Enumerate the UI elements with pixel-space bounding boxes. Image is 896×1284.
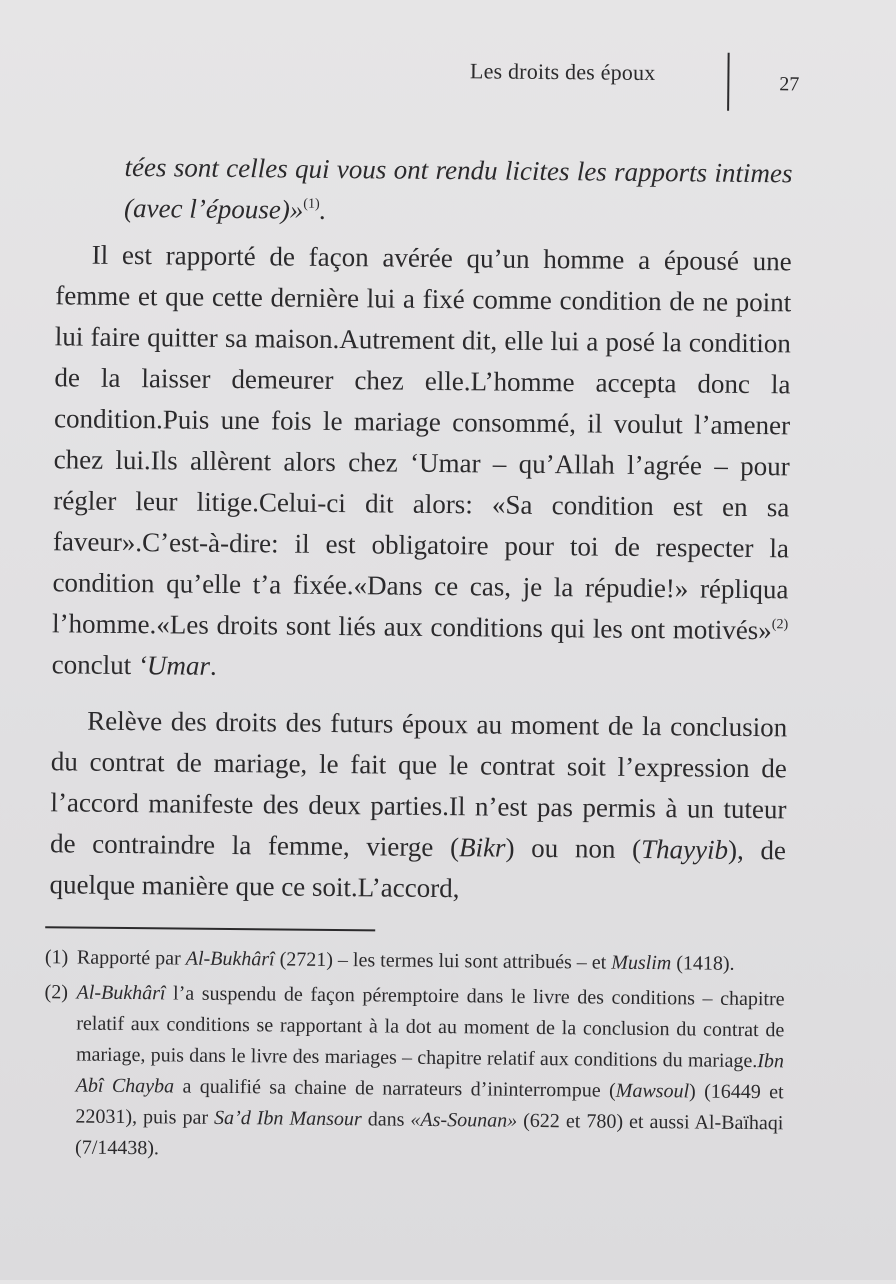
footnote-ref-1: (1) xyxy=(303,196,320,212)
footnote-2 xyxy=(43,977,785,1170)
page-header xyxy=(445,50,846,114)
paragraph-2-text-b: ) ou non ( xyxy=(505,832,642,864)
page-number: 27 xyxy=(779,73,800,96)
header-divider xyxy=(727,53,730,111)
footnote-2-part: (622 et 780) et aussi Al-Baïhaqi (7/14438). xyxy=(75,1109,784,1160)
running-title: Les droits des époux xyxy=(469,58,656,86)
footnote-1-text xyxy=(77,943,785,981)
footnote-1-part: Rapporté par xyxy=(76,946,186,970)
paragraph-1-text-b: conclut xyxy=(51,649,139,681)
paragraph-1-end: . xyxy=(209,650,217,681)
footnote-1-source: Al-Bukhârî xyxy=(185,947,275,971)
footnote-2-number: (2) xyxy=(44,981,69,1004)
term-thayyib: Thayyib xyxy=(640,833,729,865)
quote-block xyxy=(124,147,793,235)
quote-end: . xyxy=(319,194,327,225)
quote-text: tées sont celles qui vous ont rendu licites les rapports intimes (avec l’épouse)» xyxy=(123,151,793,225)
footnote-2-part: ) (16449 et 22031), puis par xyxy=(75,1080,784,1129)
footnote-2-part: dans xyxy=(361,1108,411,1131)
paragraph-1-text-a: Il est rapporté de façon avérée qu’un homme a épousé une femme et que cette dernière lui a fixé comme condition de ne point lui faire quitter sa maison.Autrement dit, elle lui a posé la condition de la laisser demeurer chez elle.L’homme accepta donc la condition.Puis une fois le mariage consommé, il voulut l’amener chez lui.Ils allèrent alors chez ‘Umar – qu’Allah l’agrée – pour régler leur litige.Celui-ci dit alors: «Sa condition est en sa faveur».C’est-à-dire: il est obligatoire pour toi de respecter la condition qu’elle t’a fixée.«Dans ce cas, je la répudie!» répliqua l’homme.«Les droits sont liés aux conditions qui les ont motivés» xyxy=(51,239,792,646)
footnote-2-source: Sa’d Ibn Mansour xyxy=(213,1106,362,1131)
footnote-1 xyxy=(45,942,785,980)
paragraph-2 xyxy=(49,700,787,912)
footnotes xyxy=(43,942,785,1174)
term-bikr: Bikr xyxy=(458,832,506,863)
paragraph-2-text-a: Relève des droits des futurs époux au moment de la conclusion du contrat de mariage, le fait que le contrat soit l’expression de l’accord manifeste des deux parties.Il n’est pas permis à un tuteur de contraindre la femme, vierge ( xyxy=(49,705,788,863)
footnote-2-term: Mawsoul xyxy=(615,1079,690,1103)
umar-name: ‘Umar xyxy=(137,650,211,681)
footnote-1-part: (2721) – les termes lui sont attribués – et xyxy=(274,948,612,974)
footnote-ref-2: (2) xyxy=(771,617,789,633)
footnote-2-part: l’a suspendu de façon péremptoire dans le livre des conditions – chapitre relatif aux conditions se rapportant à la dot au moment de la conclusion du contrat de mariage, puis dans le livre des mariages – chapitre relatif aux conditions du mariage. xyxy=(75,982,785,1073)
main-text xyxy=(49,146,792,912)
footnote-2-text xyxy=(75,978,785,1171)
paragraph-2-text-c: ), de quelque manière que ce soit.L’accord, xyxy=(49,834,787,904)
paragraph-1 xyxy=(52,234,792,692)
footnote-1-part: (1418). xyxy=(671,952,735,975)
footnote-separator xyxy=(45,926,375,931)
footnote-1-source: Muslim xyxy=(611,951,672,975)
footnote-1-number: (1) xyxy=(44,946,69,969)
footnote-2-source: «As-Sounan» xyxy=(410,1108,518,1132)
footnote-2-source: Al-Bukhârî xyxy=(76,981,166,1005)
footnote-2-source: Ibn Abî Chayba xyxy=(75,1050,785,1098)
footnote-2-part: a qualifié sa chaine de narrateurs d’ininterrompue ( xyxy=(174,1075,616,1102)
